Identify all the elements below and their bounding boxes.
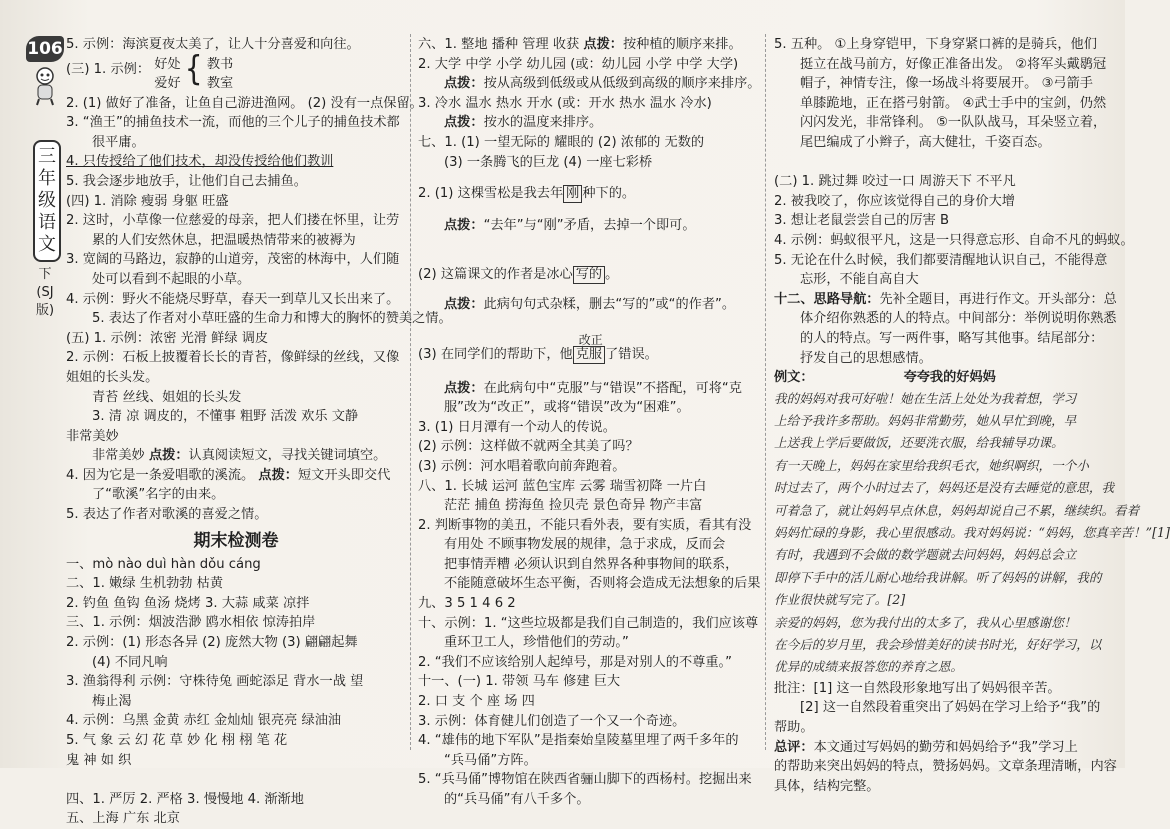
text-line: 2. 被我咬了，你应该觉得自己的身价大增 (774, 193, 1015, 209)
section-title: 期末检测卷 (193, 530, 279, 551)
text-line: (二) 1. 跳过舞 咬过一口 周游天下 不平凡 (774, 174, 1016, 190)
text-line: 2. 大学 中学 小学 幼儿园 (或：幼儿园 小学 中学 大学) (418, 56, 739, 72)
text-line: 非常美妙 (66, 428, 119, 444)
text-line: 5. “兵马俑”博物馆在陕西省骊山脚下的西杨村。挖掘出来 (418, 772, 752, 788)
text-line: (四) 1. 消除 瘦弱 身躯 旺盛 (66, 193, 229, 209)
column-divider (765, 34, 766, 750)
text-line: 一、mò nào duì hàn dǒu cáng (66, 556, 261, 572)
text-line: 4. 示例：蚂蚁很平凡，这是一只得意忘形、自命不凡的蚂蚁。 (774, 232, 1134, 248)
text-line: 茫茫 捕鱼 捞海鱼 捡贝壳 景色奇异 物产丰富 (444, 498, 703, 514)
sidebar (26, 30, 66, 318)
text-line: 挺立在战马前方，好像正准备出发。 ②将军头戴鹖冠 (800, 56, 1107, 72)
text-line: 5. 我会逐步地放手，让他们自己去捕鱼。 (66, 173, 307, 189)
text-line: 2. 示例：石板上披覆着长长的青苔，像鲜绿的丝线，又像 (66, 350, 400, 366)
text-line: 4. “雄伟的地下军队”是指秦始皇陵墓里埋了两千多年的 (418, 733, 739, 749)
text-line: 单膝跪地，正在搭弓射箭。 ④武士手中的宝剑，仍然 (800, 95, 1107, 111)
correction-box: 刚 (563, 185, 582, 203)
text-line: “兵马俑”方阵。 (444, 752, 537, 768)
text-line: 2. 判断事物的美丑，不能只看外表，要有实质，看其有没 (418, 517, 752, 533)
text-line: 体介绍你熟悉的人的特点。中间部分：举例说明你熟悉 (800, 311, 1117, 327)
text-line: 非常美妙 点拨：认真阅读短文，寻找关键词填空。 (92, 448, 387, 464)
mascot-icon (32, 66, 58, 106)
text-line: [2] 这一自然段着重突出了妈妈在学习上给予“我”的 (800, 700, 1101, 716)
text-line: 5. 五种。 ①上身穿铠甲，下身穿紧口裤的是骑兵，他们 (774, 37, 1097, 52)
column-middle (418, 35, 762, 810)
text-line: 点拨：按从高级到低级或从低级到高级的顺序来排序。 (444, 76, 761, 92)
text-line: 姐姐的长头发。 (66, 369, 159, 385)
essay-heading: 例文： 夸夸我的好妈妈 (774, 370, 996, 386)
text-line: 3. 渔翁得利 示例：守株待兔 画蛇添足 背水一战 望 (66, 674, 364, 690)
text-line: 青苔 丝线、姐姐的长头发 (92, 389, 242, 405)
example-group: (三) 1. 示例： 好处 爱好 { 教书 教室 (66, 48, 234, 92)
text-line: 六、1. 整地 播种 管理 收获 点拨：按种植的顺序来排。 (418, 37, 742, 52)
text-line: 的“兵马俑”有八千多个。 (444, 792, 590, 807)
text-line: 七、1. (1) 一望无际的 耀眼的 (2) 浓郁的 无数的 (418, 134, 705, 150)
text-line: 总评：本文通过写妈妈的勤劳和妈妈给予“我”学习上 (774, 739, 1078, 755)
text-line: 抒发自己的思想感情。 (800, 350, 932, 366)
text-line: 累的人们安然休息，把温暖热情带来的被褥为 (92, 232, 356, 248)
text-line: 帽子，神情专注，像一场战斗将要展开。 ③弓箭手 (800, 76, 1093, 92)
text-line: 3. 冷水 温水 热水 开水 (或：开水 热水 温水 冷水) (418, 95, 712, 111)
text-line: 2. (1) 做好了准备，让鱼自己游进渔网。 (2) 没有一点保留。 (66, 95, 423, 111)
text-line: 3. “渔王”的捕鱼技术一流，而他的三个儿子的捕鱼技术都 (66, 115, 400, 131)
text-line: 点拨：此病句句式杂糅，删去“写的”或“的作者”。 (444, 297, 736, 313)
text-line: 2. (1) 这棵雪松是我去年 刚 种下的。 (418, 186, 636, 202)
correction-box: 克服 (573, 346, 605, 364)
text-line: 九、3 5 1 4 6 2 (418, 596, 516, 612)
text-line: 具体，结构完整。 (774, 778, 880, 794)
column-right (774, 35, 1170, 796)
page-number: 106 (26, 36, 64, 62)
text-line: 三、1. 示例：烟波浩渺 鸥水相依 惊涛拍岸 (66, 615, 316, 631)
edition-label: 下 (SJ版) (35, 267, 55, 318)
text-line: 3. 宽阔的马路边，寂静的山道旁，茂密的林海中，人们随 (66, 252, 400, 268)
text-line: 4. 示例：野火不能烧尽野草，春天一到草儿又长出来了。 (66, 291, 400, 307)
text-line: 4. 因为它是一条爱唱歌的溪流。 点拨：短文开头即交代 (66, 467, 391, 483)
text-line: 3. 示例：体育健儿们创造了一个又一个奇迹。 (418, 713, 686, 729)
text-line: 2. 钓鱼 鱼钩 鱼汤 烧烤 3. 大蒜 咸菜 凉拌 (66, 595, 310, 611)
text-line: 批注：[1] 这一自然段形象地写出了妈妈很辛苦。 (774, 680, 1061, 696)
text-line: 十二、思路导航：先补全题目，再进行作文。开头部分：总 (774, 291, 1117, 307)
text-line: 不能随意破坏生态平衡，否则将会造成无法想象的后果 (444, 576, 761, 592)
text-line: 十、示例：1. “这些垃圾都是我们自己制造的，我们应该尊 (418, 615, 759, 631)
text-line: 3. 清 凉 调皮的，不懂事 粗野 活泼 欢乐 文静 (92, 409, 359, 425)
text-line: 把事情弄糟 必须认识到自然界各种事物间的联系， (444, 556, 739, 572)
text-line: 3. (1) 日月潭有一个动人的传说。 (418, 419, 616, 435)
text-line: 五、上海 广东 北京 (66, 811, 180, 827)
essay-body: 我的妈妈对我可好啦！她在生活上处处为我着想，学习 上给予我许多帮助。妈妈非常勤劳，她从早忙到晚，早 上送我上学后要做饭，还要洗衣服，给我辅导功课。 有一天晚上，妈妈在家里给我织毛衣，她织啊织，一个小 时过去了，两个小时过去了，妈妈还是没有去睡觉的意思，我 可着急了，就让妈妈早点休息，妈妈却说自己不累，继续织。看着 妈妈忙碌的身影，我心里很感动。我对妈妈说：“妈妈，您真辛苦！”[1] 有时，我遇到不会做的数学题就去问妈妈，妈妈总会立 即停下手中的活儿耐心地给我讲解。听了妈妈的讲解，我的 作业很快就写完了。[2] 亲爱的妈妈，您为我付出的太多了，我从心里感谢您！ 在今后的岁月里，我会珍惜美好的读书时光，好好学习，以 优异的成绩来报答您的养育之恩。 (774, 390, 1170, 675)
text-line: 2. 示例：(1) 形态各异 (2) 庞然大物 (3) 翩翩起舞 (66, 635, 358, 651)
column-left (66, 35, 452, 829)
text-line: 5. 气 象 云 幻 花 草 妙 化 栩 栩 笔 花 (66, 733, 288, 748)
text-line: (3) 一条腾飞的巨龙 (4) 一座七彩桥 (444, 154, 653, 170)
text-line: 帮助。 (774, 719, 814, 735)
text-line: 5. 表达了作者对歌溪的喜爱之情。 (66, 507, 268, 523)
text-line: 服”改为“改正”，或将“错误”改为“困难”。 (444, 400, 690, 416)
text-line: (3) 在同学们的帮助下，他 改正 克服 了错误。 (418, 332, 658, 362)
text-line: 4. 只传授给了他们技术，却没传授给他们教训 (66, 154, 334, 170)
text-line: (3) 示例：河水唱着歌向前奔跑着。 (418, 458, 626, 474)
text-line: 点拨：在此病句中“克服”与“错误”不搭配，可将“克 (444, 380, 742, 396)
text-line: 的人的特点。写一两件事，略写其他事。结尾部分： (800, 330, 1104, 346)
text-line: 5. 无论在什么时候，我们都要清醒地认识自己，不能得意 (774, 252, 1108, 268)
text-line: 4. 示例：乌黑 金黄 赤红 金灿灿 银亮亮 绿油油 (66, 713, 342, 729)
brace-icon: { (184, 48, 203, 88)
text-line: (2) 这篇课文的作者是冰心 写的 。 (418, 267, 619, 283)
text-line: 5. 示例：海滨夏夜太美了，让人十分喜爱和向往。 (66, 37, 360, 52)
text-line: 2. “我们不应该给别人起绰号，那是对别人的不尊重。” (418, 654, 732, 670)
text-line: 了“歌溪”名字的由来。 (92, 487, 225, 503)
text-line: (五) 1. 示例：浓密 光滑 鲜绿 调皮 (66, 330, 269, 346)
text-line: 二、1. 嫩绿 生机勃勃 枯黄 (66, 576, 224, 592)
grade-label: 三 年 级 语 文 (33, 140, 61, 262)
text-line: 3. 想让老鼠尝尝自己的厉害 B (774, 213, 950, 229)
text-line: 重环卫工人，珍惜他们的劳动。” (444, 635, 629, 651)
text-line: 的帮助来突出妈妈的特点，赞扬妈妈。文章条理清晰，内容 (774, 759, 1117, 775)
text-line: 十一、(一) 1. 带领 马车 修建 巨大 (418, 674, 621, 690)
text-line (66, 770, 406, 790)
text-line: (2) 示例：这样做不就两全其美了吗？ (418, 439, 639, 455)
text-line: 四、1. 严厉 2. 严格 3. 慢慢地 4. 渐渐地 (66, 791, 304, 807)
text-line: 梅止渴 (92, 693, 132, 709)
text-line: 处可以看到不起眼的小草。 (92, 271, 251, 287)
text-line: 闪闪发光，非常锋利。 ⑤一队队战马，耳朵竖立着， (800, 115, 1107, 131)
text-line: 很平庸。 (92, 134, 145, 150)
text-line: 2. 这时，小草像一位慈爱的母亲，把人们搂在怀里，让劳 (66, 213, 400, 229)
text-line: 点拨：“去年”与“刚”矛盾，去掉一个即可。 (444, 218, 696, 234)
correction-box: 写的 (573, 266, 605, 284)
text-line: 忘形，不能自高自大 (800, 272, 919, 288)
text-line: (4) 不同凡响 (92, 654, 168, 670)
text-line: 5. 表达了作者对小草旺盛的生命力和博大的胸怀的赞美之情。 (92, 311, 452, 327)
text-line (418, 236, 762, 256)
text-line: 有用处 不顾事物发展的规律，急于求成，反而会 (444, 537, 726, 553)
text-line: 点拨：按水的温度来排序。 (444, 115, 603, 131)
text-line: 2. 口 支 个 座 场 四 (418, 694, 535, 710)
column-divider (410, 34, 411, 750)
text-line: 八、1. 长城 运河 蓝色宝库 云雾 瑞雪初降 一片白 (418, 478, 707, 494)
text-line: 尾巴编成了小辫子，高大健壮，千姿百态。 (800, 134, 1051, 150)
text-line: 鬼 神 如 织 (66, 752, 132, 768)
text-line (774, 153, 1116, 173)
